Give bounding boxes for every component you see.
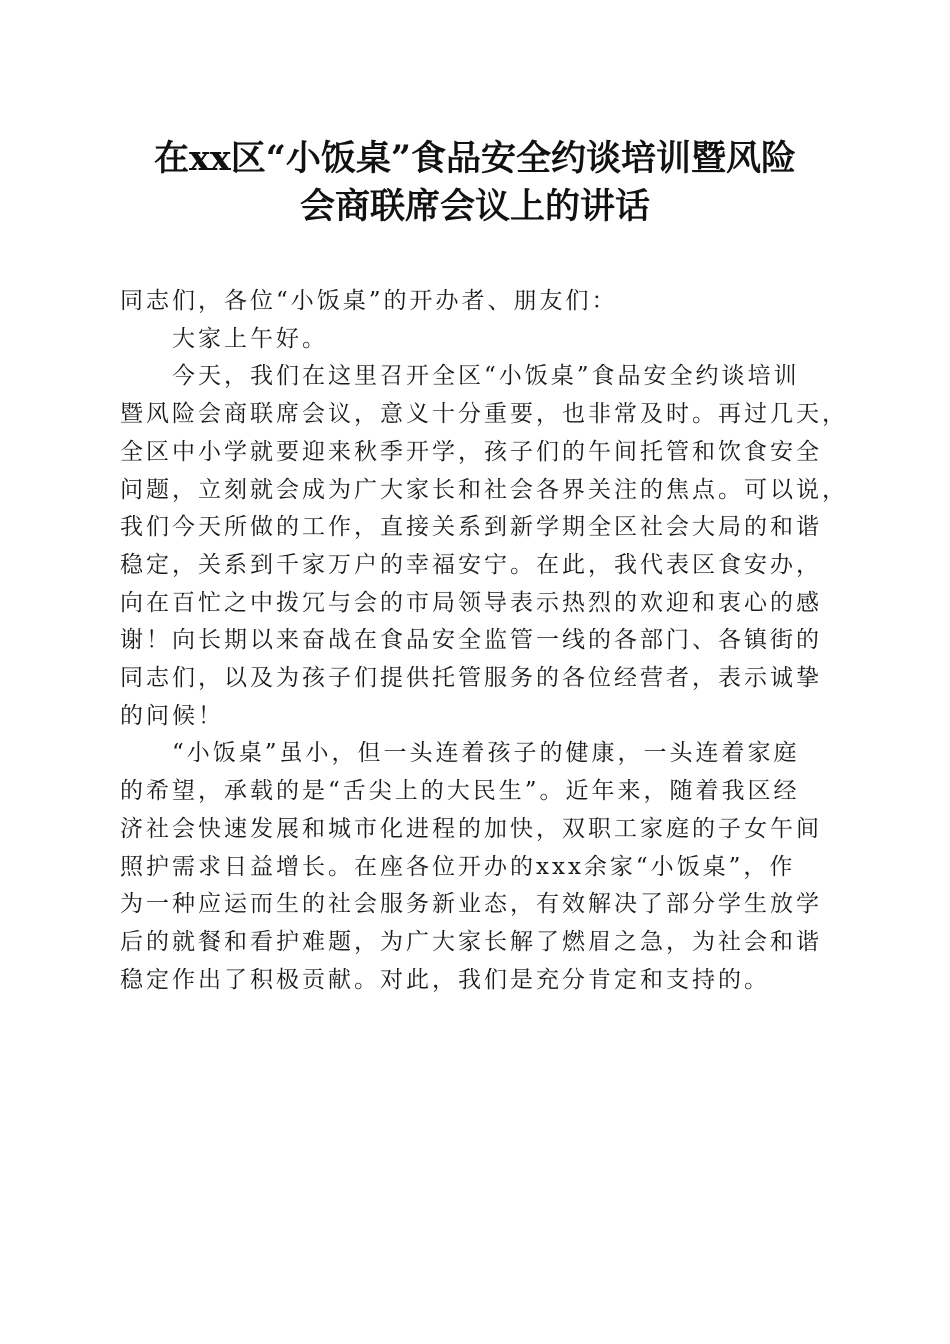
- paragraph-line: 的希望，承载的是“舌尖上的大民生”。近年来，随着我区经: [120, 778, 800, 805]
- title-line: 在xx区“小饭桌”食品安全约谈培训暨风险: [154, 138, 796, 179]
- document-title: [100, 135, 850, 231]
- title-line: 会商联席会议上的讲话: [299, 186, 650, 227]
- paragraph-line: 全区中小学就要迎来秋季开学，孩子们的午间托管和饮食安全: [120, 438, 822, 465]
- paragraph-line: 稳定，关系到千家万户的幸福安宁。在此，我代表区食安办，: [120, 551, 822, 578]
- paragraph-1: [120, 358, 848, 735]
- paragraph-line: 为一种应运而生的社会服务新业态，有效解决了部分学生放学: [120, 891, 822, 918]
- paragraph-line: 后的就餐和看护难题，为广大家长解了燃眉之急，为社会和谐: [120, 928, 822, 955]
- paragraph-2: [120, 735, 830, 999]
- paragraph-line: 照护需求日益增长。在座各位开办的xxx余家“小饭桌”，作: [120, 853, 796, 880]
- paragraph-line: 同志们，以及为孩子们提供托管服务的各位经营者，表示诚挚: [120, 665, 822, 692]
- paragraph-line: 的问候！: [120, 702, 224, 729]
- document-body: [120, 283, 848, 999]
- paragraph-line: 暨风险会商联席会议，意义十分重要，也非常及时。再过几天，: [120, 401, 848, 428]
- paragraph-line: 济社会快速发展和城市化进程的加快，双职工家庭的子女午间: [120, 815, 822, 842]
- paragraph-line: 问题，立刻就会成为广大家长和社会各界关注的焦点。可以说，: [120, 476, 848, 503]
- paragraph-line: 谢！向长期以来奋战在食品安全监管一线的各部门、各镇街的: [120, 627, 822, 654]
- paragraph-line: “小饭桌”虽小，但一头连着孩子的健康，一头连着家庭: [172, 740, 800, 767]
- paragraph-line: 我们今天所做的工作，直接关系到新学期全区社会大局的和谐: [120, 514, 822, 541]
- paragraph-line: 今天，我们在这里召开全区“小饭桌”食品安全约谈培训: [172, 363, 800, 390]
- greeting: 大家上午好。: [172, 325, 328, 352]
- salutation: 同志们，各位“小饭桌”的开办者、朋友们：: [120, 288, 618, 314]
- paragraph-line: 稳定作出了积极贡献。对此，我们是充分肯定和支持的。: [120, 966, 770, 993]
- paragraph-line: 向在百忙之中拨冗与会的市局领导表示热烈的欢迎和衷心的感: [120, 589, 822, 616]
